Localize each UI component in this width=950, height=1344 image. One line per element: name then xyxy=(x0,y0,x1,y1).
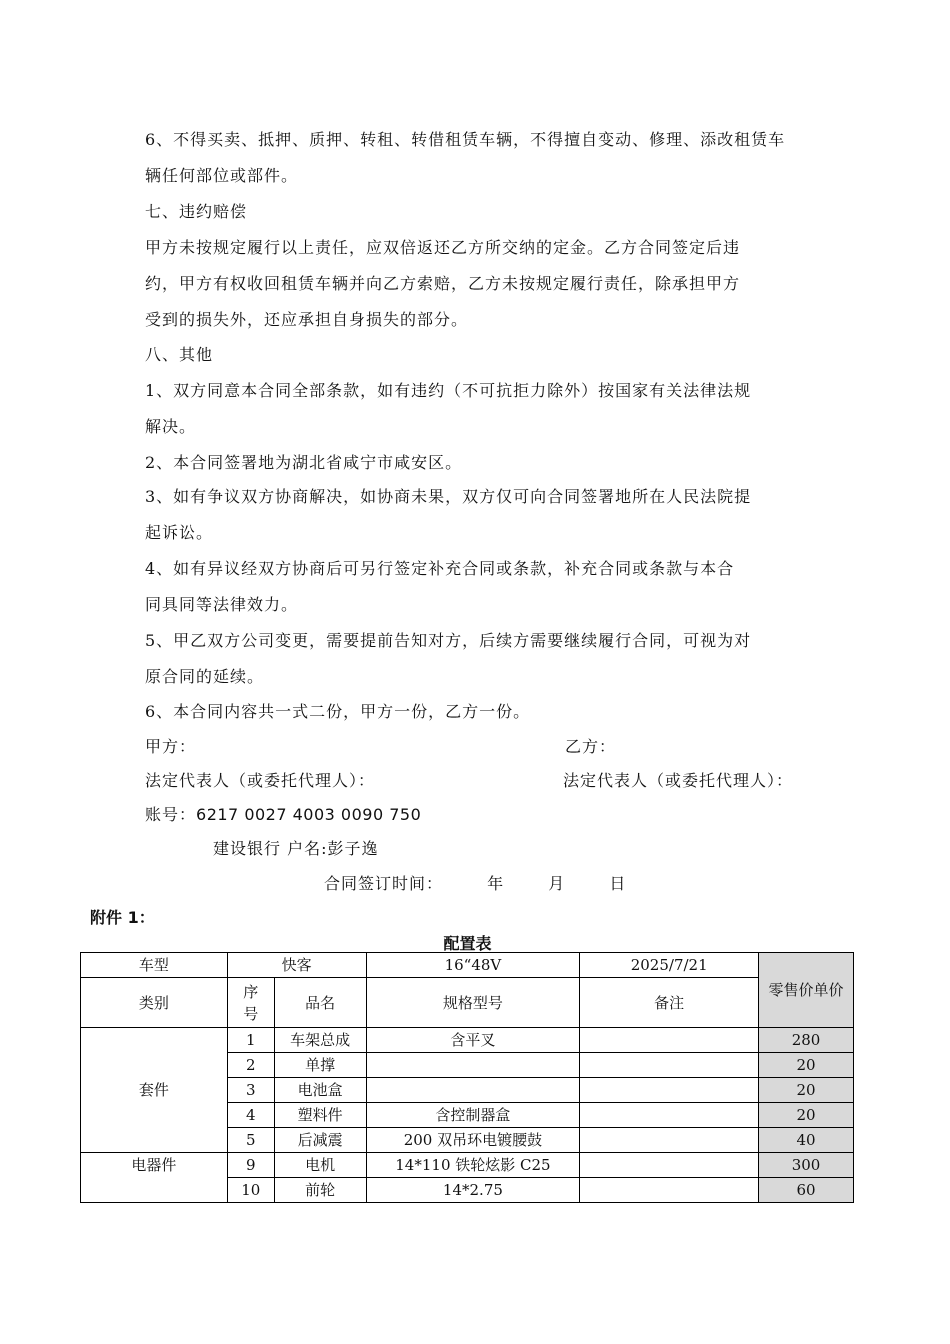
header-model-value: 快客 xyxy=(227,953,366,978)
section-7-line-1: 甲方未按规定履行以上责任，应双倍返还乙方所交纳的定金。乙方合同签定后违 xyxy=(145,238,741,257)
row-no: 2 xyxy=(227,1053,274,1078)
row-price: 280 xyxy=(759,1028,854,1053)
account-label: 账号： xyxy=(145,805,197,824)
row-name: 塑料件 xyxy=(274,1103,366,1128)
row-spec: 含平叉 xyxy=(366,1028,580,1053)
row-note xyxy=(580,1053,759,1078)
row-no: 9 xyxy=(227,1153,274,1178)
row-spec xyxy=(366,1078,580,1103)
row-name: 后减震 xyxy=(274,1128,366,1153)
header-serial-no: 序号 xyxy=(227,978,274,1028)
header-item-name: 品名 xyxy=(274,978,366,1028)
category-cell: 电器件 xyxy=(81,1153,228,1178)
row-name: 单撑 xyxy=(274,1053,366,1078)
row-no: 4 xyxy=(227,1103,274,1128)
row-note xyxy=(580,1128,759,1153)
other-3-line-1: 3、如有争议双方协商解决，如协商未果，双方仅可向合同签署地所在人民法院提 xyxy=(145,487,752,506)
header-model-date: 2025/7/21 xyxy=(580,953,759,978)
header-retail-price: 零售价单价 xyxy=(759,953,854,1028)
header-model-label: 车型 xyxy=(81,953,228,978)
attachment-label: 附件 1： xyxy=(90,908,155,927)
row-spec xyxy=(366,1053,580,1078)
row-price: 20 xyxy=(759,1103,854,1128)
row-name: 电池盒 xyxy=(274,1078,366,1103)
row-price: 60 xyxy=(759,1178,854,1203)
header-spec-model: 规格型号 xyxy=(366,978,580,1028)
account-line xyxy=(145,802,421,825)
header-row-model xyxy=(81,953,854,978)
section-7-line-3: 受到的损失外，还应承担自身损失的部分。 xyxy=(145,310,469,329)
table-title: 配置表 xyxy=(443,934,492,953)
row-price: 300 xyxy=(759,1153,854,1178)
section-7-line-2: 约，甲方有权收回租赁车辆并向乙方索赔，乙方未按规定履行责任，除承担甲方 xyxy=(145,274,741,293)
clause-6-line-1: 6、不得买卖、抵押、质押、转租、转借租赁车辆，不得擅自变动、修理、添改租赁车 xyxy=(145,130,786,149)
account-number: 6217 0027 4003 0090 750 xyxy=(196,805,422,824)
row-note xyxy=(580,1103,759,1128)
category-cell: 套件 xyxy=(81,1028,228,1153)
row-price: 20 xyxy=(759,1053,854,1078)
other-1-line-1: 1、双方同意本合同全部条款，如有违约（不可抗拒力除外）按国家有关法律法规 xyxy=(145,381,752,400)
bank-info: 建设银行 户名:彭子逸 xyxy=(213,839,379,858)
table-row xyxy=(81,1153,854,1178)
row-name: 前轮 xyxy=(274,1178,366,1203)
row-note xyxy=(580,1153,759,1178)
row-spec: 200 双吊环电镀腰鼓 xyxy=(366,1128,580,1153)
other-1-line-2: 解决。 xyxy=(145,417,197,436)
clause-6-line-2: 辆任何部位或部件。 xyxy=(145,166,299,185)
row-spec: 14*2.75 xyxy=(366,1178,580,1203)
other-5-line-2: 原合同的延续。 xyxy=(145,667,265,686)
row-note xyxy=(580,1078,759,1103)
table-row xyxy=(81,1028,854,1053)
row-note xyxy=(580,1178,759,1203)
section-7-heading: 七、违约赔偿 xyxy=(145,202,248,221)
row-name: 车架总成 xyxy=(274,1028,366,1053)
signing-date-line xyxy=(324,871,626,894)
representative-b-label: 法定代表人（或委托代理人）： xyxy=(563,771,794,790)
section-8-heading: 八、其他 xyxy=(145,345,214,364)
row-note xyxy=(580,1028,759,1053)
row-no: 10 xyxy=(227,1178,274,1203)
configuration-table xyxy=(80,952,854,1203)
month-label: 月 xyxy=(548,874,566,893)
header-model-spec: 16“48V xyxy=(366,953,580,978)
year-label: 年 xyxy=(487,874,505,893)
signing-date-label: 合同签订时间： xyxy=(324,874,444,893)
party-a-label: 甲方： xyxy=(145,737,197,756)
row-no: 1 xyxy=(227,1028,274,1053)
other-5-line-1: 5、甲乙双方公司变更，需要提前告知对方，后续方需要继续履行合同，可视为对 xyxy=(145,631,752,650)
other-3-line-2: 起诉讼。 xyxy=(145,523,214,542)
other-4-line-1: 4、如有异议经双方协商后可另行签定补充合同或条款，补充合同或条款与本合 xyxy=(145,559,735,578)
row-no: 3 xyxy=(227,1078,274,1103)
representative-a-label: 法定代表人（或委托代理人）： xyxy=(145,771,376,790)
row-price: 20 xyxy=(759,1078,854,1103)
row-spec: 14*110 铁轮炫影 C25 xyxy=(366,1153,580,1178)
other-4-line-2: 同具同等法律效力。 xyxy=(145,595,299,614)
day-label: 日 xyxy=(609,874,627,893)
header-category: 类别 xyxy=(81,978,228,1028)
row-price: 40 xyxy=(759,1128,854,1153)
row-no: 5 xyxy=(227,1128,274,1153)
table-row xyxy=(81,1178,854,1203)
header-row-columns xyxy=(81,978,854,1028)
row-name: 电机 xyxy=(274,1153,366,1178)
other-2-line: 2、本合同签署地为湖北省咸宁市咸安区。 xyxy=(145,453,463,472)
other-6-line: 6、本合同内容共一式二份，甲方一份，乙方一份。 xyxy=(145,702,531,721)
row-spec: 含控制器盒 xyxy=(366,1103,580,1128)
header-remarks: 备注 xyxy=(580,978,759,1028)
party-b-label: 乙方： xyxy=(565,737,617,756)
category-cell-empty xyxy=(81,1178,228,1203)
